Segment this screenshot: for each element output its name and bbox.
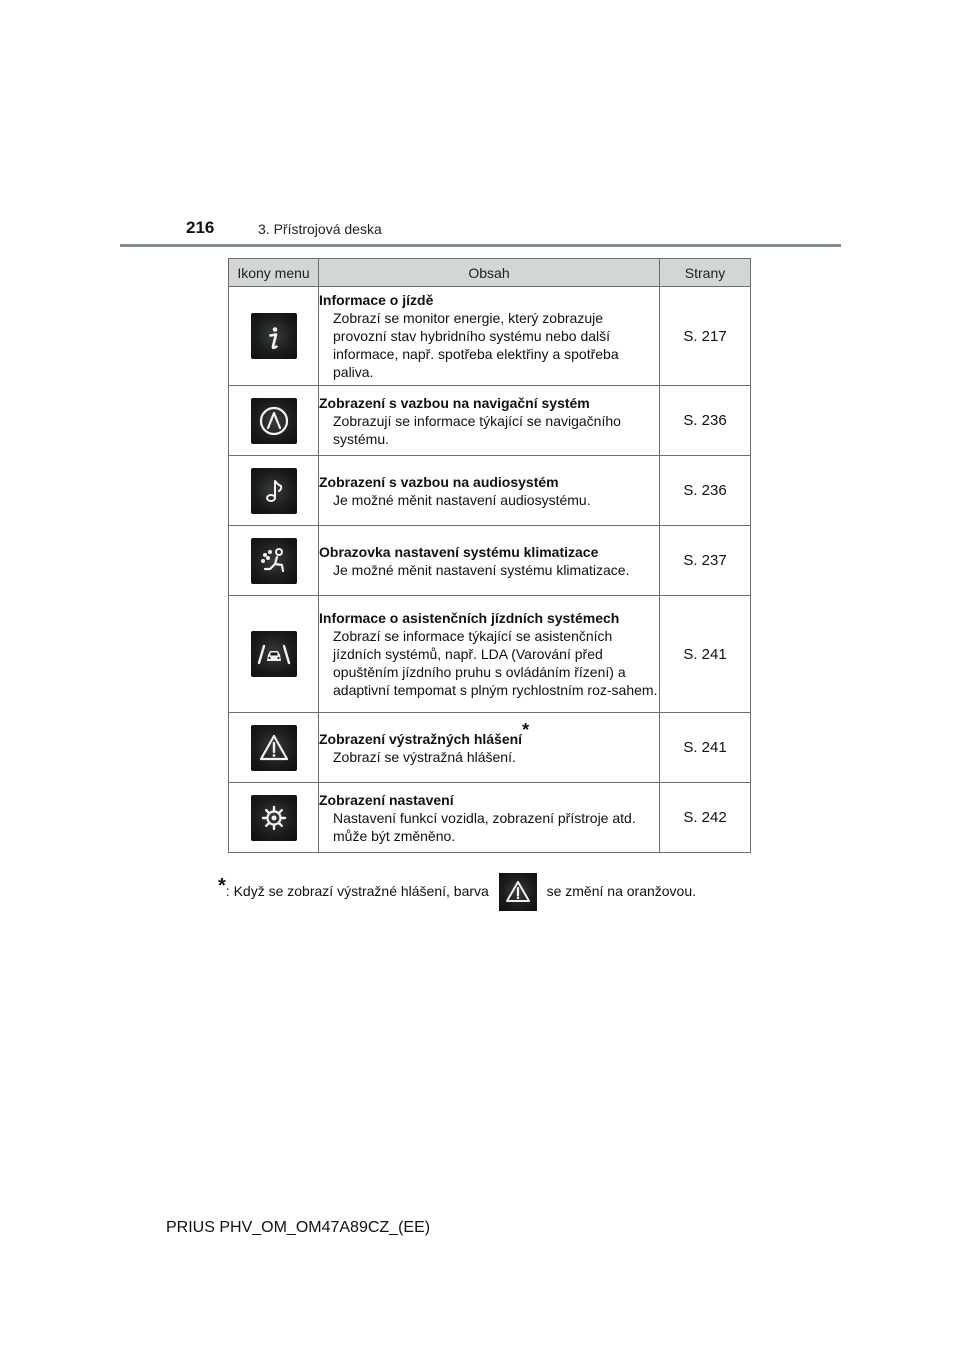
page-reference: S. 236 [660, 386, 751, 456]
column-header-icons: Ikony menu [229, 259, 319, 287]
driving-assist-icon [251, 631, 297, 677]
page-reference: S. 241 [660, 596, 751, 713]
page-reference: S. 242 [660, 783, 751, 853]
table-header-row [229, 259, 751, 287]
footnote-star: * [218, 875, 226, 897]
column-header-content: Obsah [319, 259, 660, 287]
document-code: PRIUS PHV_OM_OM47A89CZ_(EE) [166, 1219, 431, 1236]
row-title-text: Zobrazení výstražných hlášení [319, 730, 523, 747]
row-title: Informace o asistenčních jízdních systémech [319, 610, 620, 626]
table-row [229, 526, 751, 596]
table-row [229, 456, 751, 526]
table-row [229, 287, 751, 386]
footnote-text-before: : Když se zobrazí výstražné hlášení, barva [225, 883, 489, 899]
table-row [229, 713, 751, 783]
row-description: Je možné měnit nastavení audiosystému. [333, 491, 591, 508]
row-title: Informace o jízdě [319, 292, 434, 308]
menu-icons-table [228, 258, 751, 853]
footnote-mark: * [522, 719, 530, 740]
footnote [218, 866, 758, 906]
row-title: Zobrazení s vazbou na audiosystém [319, 473, 559, 490]
music-note-icon [251, 468, 297, 514]
page-number: 216 [186, 218, 215, 237]
navigation-icon [251, 398, 297, 444]
table-row [229, 386, 751, 456]
info-icon [251, 313, 297, 359]
page-reference: S. 217 [660, 287, 751, 386]
row-title: Zobrazení s vazbou na navigační systém [319, 394, 590, 411]
gear-icon [251, 795, 297, 841]
footnote-text-after: se změní na oranžovou. [546, 883, 697, 899]
row-description: Zobrazí se monitor energie, který zobrazuje provozní stav hybridního systému nebo další informace, např. spotřeba elektřiny a spotřeba paliva. [333, 310, 619, 380]
row-description: Zobrazují se informace týkající se navigačního systému. [333, 412, 621, 447]
page-reference: S. 236 [660, 456, 751, 526]
row-description: Zobrazí se výstražná hlášení. [333, 748, 516, 765]
column-header-pages: Strany [660, 259, 751, 287]
row-title: Zobrazení nastavení [319, 791, 454, 808]
table-row [229, 783, 751, 853]
table-row [229, 596, 751, 713]
row-description: Nastavení funkcí vozidla, zobrazení přístroje atd. může být změněno. [333, 809, 636, 844]
warning-triangle-icon [251, 725, 297, 771]
row-title: Obrazovka nastavení systému klimatizace [319, 543, 599, 560]
warning-triangle-icon [499, 873, 537, 911]
row-title [319, 719, 659, 748]
row-description: Je možné měnit nastavení systému klimatizace. [333, 561, 630, 578]
header-rule [120, 244, 841, 247]
section-title: 3. Přístrojová deska [258, 221, 382, 237]
page-reference: S. 241 [660, 713, 751, 783]
row-description: Zobrazí se informace týkající se asistenčních jízdních systémů, např. LDA (Varování před opuštěním jízdního pruhu s ovládáním řízení) a adaptivní tempomat s plným rychlostním roz-sahem. [333, 628, 658, 698]
page-reference: S. 237 [660, 526, 751, 596]
climate-fan-icon [251, 538, 297, 584]
